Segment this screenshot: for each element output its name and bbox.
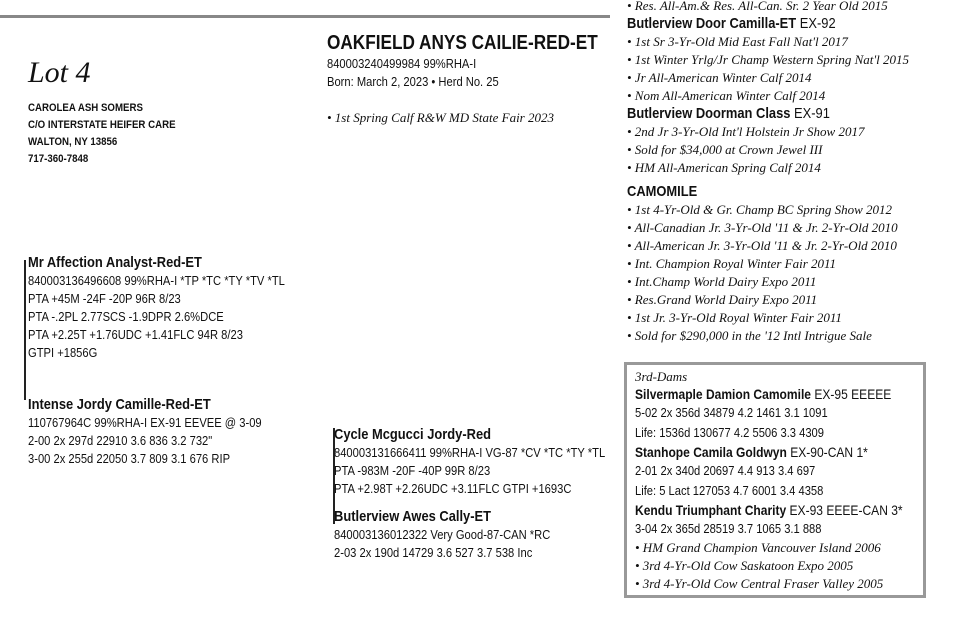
dam-sire-name: Cycle Mcgucci Jordy-Red	[334, 426, 492, 443]
animal-award: • 1st Spring Calf R&W MD State Fair 2023	[327, 110, 554, 125]
doorman-name: Butlerview Doorman Class	[627, 105, 791, 122]
dam-dam-block	[334, 508, 586, 562]
top-divider	[0, 15, 610, 18]
third-dams-label: 3rd-Dams	[635, 369, 688, 384]
animal-block	[327, 31, 642, 127]
consignor-line: C/O INTERSTATE HEIFER CARE	[28, 119, 176, 131]
right-column	[627, 0, 909, 345]
third-dam-heading	[635, 385, 892, 403]
award-item: • Nom All-American Winter Calf 2014	[627, 88, 826, 103]
third-dam-heading	[635, 501, 903, 519]
third-dam-score: EX-95 EEEEE	[810, 386, 892, 402]
dam-block	[28, 396, 300, 468]
consignor-line: 717-360-7848	[28, 153, 89, 165]
doorman-heading	[627, 105, 870, 123]
sire-bracket	[24, 260, 26, 400]
sire-name: Mr Affection Analyst-Red-ET	[28, 254, 202, 271]
third-dam-line: 2-01 2x 340d 20697 4.4 913 3.4 697	[635, 463, 816, 478]
camomile-heading: CAMOMILE	[627, 183, 698, 200]
dam-line: 110767964C 99%RHA-I EX-91 EEVEE @ 3-09	[28, 415, 262, 430]
third-dam-line: 5-02 2x 356d 34879 4.2 1461 3.1 1091	[635, 405, 828, 420]
award-item: • 2nd Jr 3-Yr-Old Int'l Holstein Jr Show 2017	[627, 124, 865, 139]
award-item: • Res. All-Am.& Res. All-Can. Sr. 2 Year Old 2015	[627, 0, 888, 13]
award-item: • 1st 4-Yr-Old & Gr. Champ BC Spring Show 2012	[627, 202, 893, 217]
sire-line: 840003136496608 99%RHA-I *TP *TC *TY *TV *TL	[28, 273, 285, 288]
award-item: • 1st Sr 3-Yr-Old Mid East Fall Nat'l 2017	[627, 34, 848, 49]
award-item: • Jr All-American Winter Calf 2014	[627, 70, 812, 85]
third-dams-box	[624, 362, 926, 598]
award-item: • Sold for $290,000 in the '12 Intl Intrigue Sale	[627, 328, 872, 343]
consignor-line: WALTON, NY 13856	[28, 136, 118, 148]
dam-dam-line: 2-03 2x 190d 14729 3.6 527 3.7 538 Inc	[334, 545, 533, 560]
dam-dam-line: 840003136012322 Very Good-87-CAN *RC	[334, 527, 551, 542]
award-item: • 3rd 4-Yr-Old Cow Saskatoon Expo 2005	[635, 558, 854, 573]
third-dam-heading	[635, 443, 883, 461]
third-dam-line: 3-04 2x 365d 28519 3.7 1065 3.1 888	[635, 521, 822, 536]
sire-line: PTA +2.25T +1.76UDC +1.41FLC 94R 8/23	[28, 327, 243, 342]
dam-dam-name: Butlerview Awes Cally-ET	[334, 508, 492, 525]
third-dam-line: Life: 1536d 130677 4.2 5506 3.3 4309	[635, 425, 824, 440]
award-item: • HM All-American Spring Calf 2014	[627, 160, 821, 175]
sire-line: PTA +45M -24F -20P 96R 8/23	[28, 291, 181, 306]
sire-line: PTA -.2PL 2.77SCS -1.9DPR 2.6%DCE	[28, 309, 224, 324]
dam-sire-line: PTA +2.98T +2.26UDC +3.11FLC GTPI +1693C	[334, 481, 572, 496]
door-score: EX-92	[796, 15, 836, 32]
door-name: Butlerview Door Camilla-ET	[627, 15, 797, 32]
dam-name: Intense Jordy Camille-Red-ET	[28, 396, 211, 413]
award-item: • Res.Grand World Dairy Expo 2011	[627, 292, 818, 307]
animal-name: OAKFIELD ANYS CAILIE-RED-ET	[327, 32, 598, 54]
sire-block	[28, 254, 327, 362]
award-item: • Int. Champion Royal Winter Fair 2011	[627, 256, 837, 271]
door-heading	[627, 15, 870, 33]
dam-sire-line: 840003131666411 99%RHA-I VG-87 *CV *TC *TY *TL	[334, 445, 606, 460]
award-item: • 1st Jr. 3-Yr-Old Royal Winter Fair 2011	[627, 310, 842, 325]
third-dam-score: EX-93 EEEE-CAN 3*	[786, 502, 903, 518]
consignor-block	[28, 100, 196, 168]
award-item: • 3rd 4-Yr-Old Cow Central Fraser Valley 2005	[635, 576, 884, 591]
lot-label: Lot 4	[28, 56, 91, 89]
dam-sire-line: PTA -983M -20F -40P 99R 8/23	[334, 463, 491, 478]
dam-line: 3-00 2x 255d 22050 3.7 809 3.1 676 RIP	[28, 451, 231, 466]
animal-id: 840003240499984 99%RHA-I	[327, 56, 477, 71]
award-item: • Int.Champ World Dairy Expo 2011	[627, 274, 817, 289]
third-dam-name: Stanhope Camila Goldwyn	[635, 444, 787, 460]
third-dam-score: EX-90-CAN 1*	[786, 444, 868, 460]
award-item: • HM Grand Champion Vancouver Island 2006	[635, 540, 881, 555]
award-item: • 1st Winter Yrlg/Jr Champ Western Spring Nat'l 2015	[627, 52, 910, 67]
consignor-line: CAROLEA ASH SOMERS	[28, 102, 143, 114]
third-dam-line: Life: 5 Lact 127053 4.7 6001 3.4 4358	[635, 483, 824, 498]
animal-born: Born: March 2, 2023 • Herd No. 25	[327, 74, 499, 89]
award-item: • All-Canadian Jr. 3-Yr-Old '11 & Jr. 2-Yr-Old 2010	[627, 220, 898, 235]
sire-line: GTPI +1856G	[28, 345, 98, 360]
dam-line: 2-00 2x 297d 22910 3.6 836 3.2 732"	[28, 433, 213, 448]
third-dam-name: Kendu Triumphant Charity	[635, 502, 787, 518]
dam-sire-block	[334, 426, 649, 498]
award-item: • All-American Jr. 3-Yr-Old '11 & Jr. 2-Yr-Old 2010	[627, 238, 897, 253]
third-dam-name: Silvermaple Damion Camomile	[635, 386, 811, 402]
award-item: • Sold for $34,000 at Crown Jewel III	[627, 142, 823, 157]
doorman-score: EX-91	[790, 105, 830, 122]
